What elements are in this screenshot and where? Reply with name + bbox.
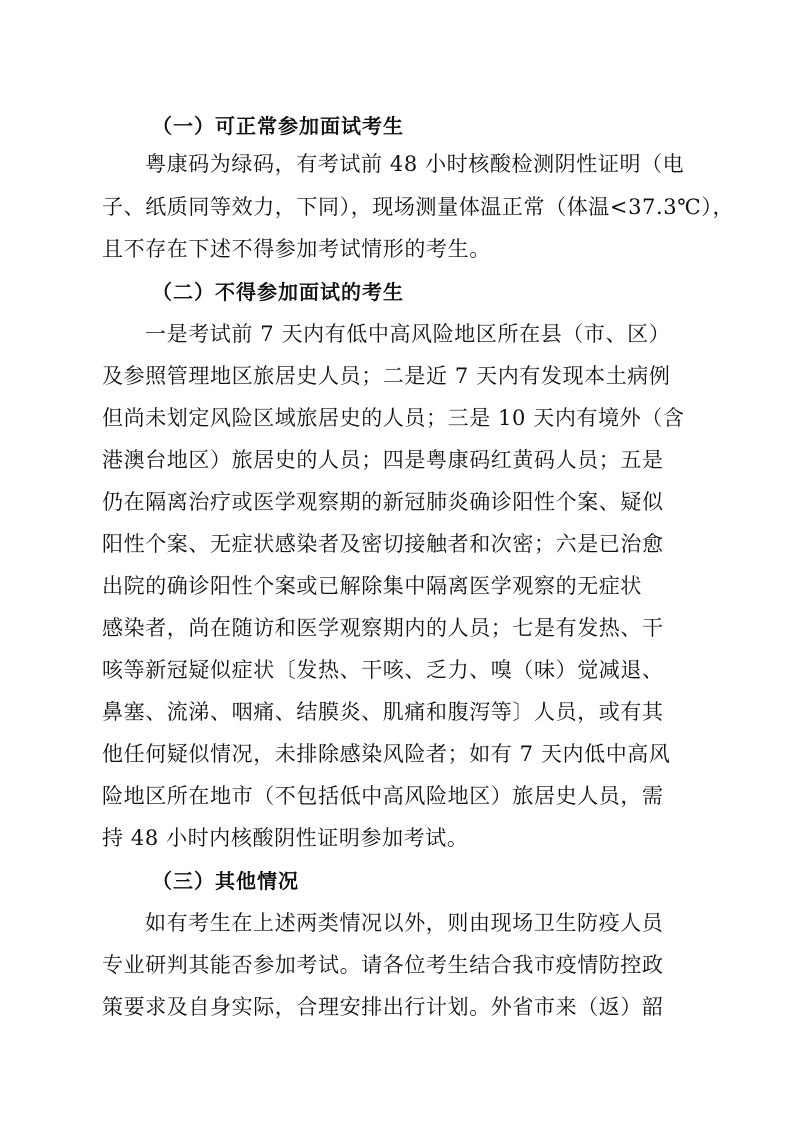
- paragraph-line: 粤康码为绿码，有考试前 48 小时核酸检测阴性证明（电: [145, 152, 685, 176]
- paragraph-line: 一是考试前 7 天内有低中高风险地区所在县（市、区）: [145, 322, 671, 346]
- paragraph-line: 但尚未划定风险区域旅居史的人员；三是 10 天内有境外（含: [102, 406, 685, 430]
- paragraph-line: 咳等新冠疑似症状〔发热、干咳、乏力、嗅（味）觉减退、: [102, 658, 664, 682]
- paragraph-line: 出院的确诊阳性个案或已解除集中隔离医学观察的无症状: [102, 574, 642, 598]
- paragraph-line: 港澳台地区）旅居史的人员；四是粤康码红黄码人员；五是: [102, 448, 664, 472]
- paragraph-line: 且不存在下述不得参加考试情形的考生。: [102, 237, 491, 261]
- section-heading-2: （二）不得参加面试的考生: [152, 280, 404, 304]
- paragraph-line: 持 48 小时内核酸阴性证明参加考试。: [102, 826, 469, 850]
- paragraph-line: 感染者，尚在随访和医学观察期内的人员；七是有发热、干: [102, 616, 664, 640]
- paragraph-line: 子、纸质同等效力，下同），现场测量体温正常（体温<37.3℃），: [102, 195, 735, 219]
- section-heading-1: （一）可正常参加面试考生: [152, 114, 404, 138]
- paragraph-line: 如有考生在上述两类情况以外，则由现场卫生防疫人员: [145, 911, 664, 935]
- paragraph-line: 他任何疑似情况，未排除感染风险者；如有 7 天内低中高风: [102, 742, 671, 766]
- section-heading-3: （三）其他情况: [152, 869, 299, 893]
- paragraph-line: 策要求及自身实际，合理安排出行计划。外省市来（返）韶: [102, 995, 664, 1019]
- paragraph-line: 险地区所在地市（不包括低中高风险地区）旅居史人员，需: [102, 784, 664, 808]
- paragraph-line: 专业研判其能否参加考试。请各位考生结合我市疫情防控政: [102, 953, 664, 977]
- paragraph-line: 及参照管理地区旅居史人员；二是近 7 天内有发现本土病例: [102, 364, 671, 388]
- paragraph-line: 仍在隔离治疗或医学观察期的新冠肺炎确诊阳性个案、疑似: [102, 490, 664, 514]
- paragraph-line: 阳性个案、无症状感染者及密切接触者和次密；六是已治愈: [102, 532, 664, 556]
- paragraph-line: 鼻塞、流涕、咽痛、结膜炎、肌痛和腹泻等〕人员，或有其: [102, 700, 664, 724]
